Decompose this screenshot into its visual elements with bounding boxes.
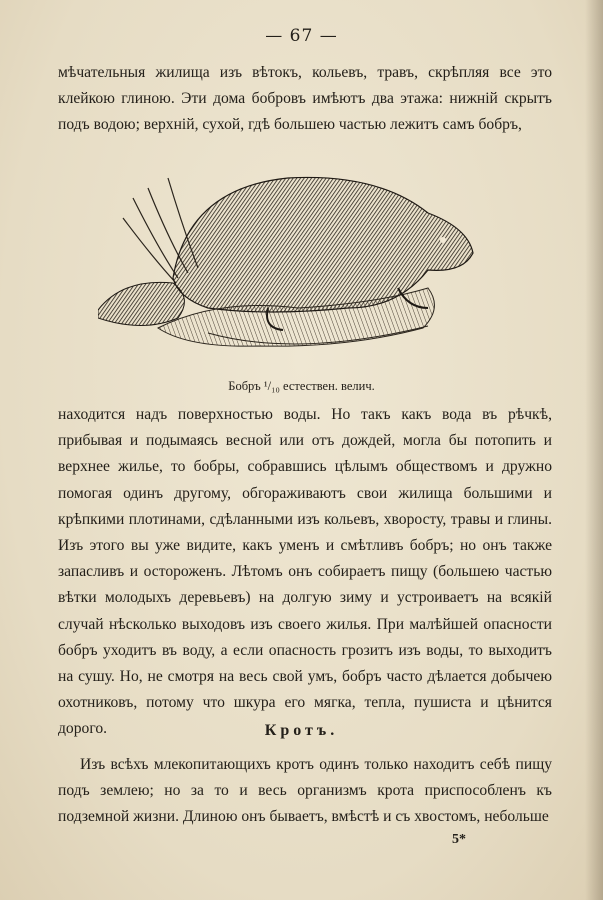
paragraph-beaver-habits: находится надъ поверхностью воды. Но такъ какъ вода въ рѣчкѣ, прибывая и подымаясь весной или отъ дождей, могла бы потопить и верхнее жилье, то бобры, собравшись цѣлымъ обществомъ и дружно помогая одинъ другому, обгораживаютъ свои жилища большими и крѣпкими плотинами, сдѣланными изъ кольевъ, хворосту, травы и глины. Изъ этого вы уже видите, какъ уменъ и смѣтливъ бобръ; но онъ также запасливъ и остороженъ. Лѣтомъ онъ собираетъ пищу (большею частью вѣтки молодыхъ деревьевъ) на долгую зиму и устроиваетъ на всякій случай нѣсколько выходовъ изъ своего жилья. При малѣйшей опасности бобръ уходитъ въ воду, а если опасность грозитъ изъ воды, то выходитъ на сушу. Но, не смотря на весь свой умъ, бобръ часто дѣлается добычею охотниковъ, потому что шкура его мягка, тепла, пушиста и цѣнится дорого. xyxy=(58,406,552,738)
page-number: — 67 — xyxy=(265,26,338,46)
beaver-engraving xyxy=(98,158,498,373)
paragraph-mole: Изъ всѣхъ млекопитающихъ кротъ одинъ только находитъ себѣ пищу подъ землею; но за то и весь организмъ крота приспособленъ къ подземной жизни. Длиною онъ бываетъ, вмѣстѣ и съ хвостомъ, небольше xyxy=(58,756,552,826)
page-edge-shadow xyxy=(585,0,603,900)
figure-caption: Бобръ ¹/₁₀ естествен. велич. xyxy=(228,379,375,393)
signature-mark: 5* xyxy=(452,832,466,847)
paragraph-beaver-dwelling: мѣчательныя жилища изъ вѣтокъ, кольевъ, травъ, скрѣпляя все это клейкою глиною. Эти дома бобровъ имѣютъ два этажа: нижній скрытъ подъ водою; верхній, сухой, гдѣ большею частью лежитъ самъ бобръ, xyxy=(58,64,552,134)
beaver-illustration xyxy=(98,158,498,373)
section-title-mole: Кротъ. xyxy=(264,722,339,739)
